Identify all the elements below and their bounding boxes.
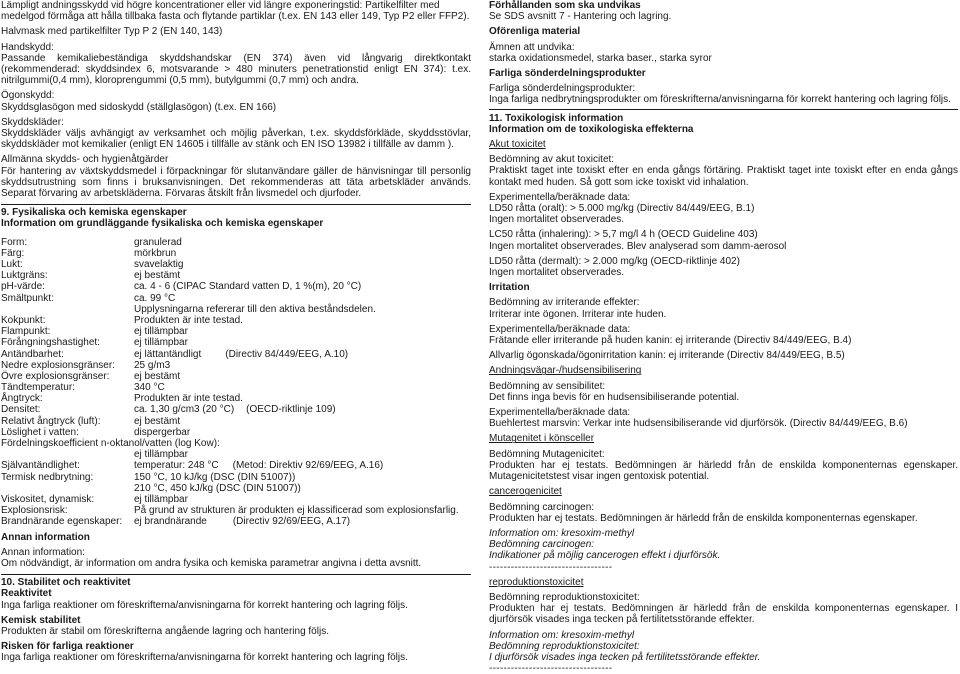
property-row: 210 °C, 450 kJ/kg (DSC (DIN 51007)) — [134, 482, 301, 494]
intro-line-1: Lämpligt andningsskydd vid högre koncentrationer eller vid längre exponeringstid: Partikelfilter med — [1, 0, 440, 11]
property-row: Relativt ångtryck (luft): ej bestämt — [1, 415, 181, 427]
property-row: Självantändlighet: temperatur: 248 °C (Metod: Direktiv 92/69/EEG, A.16) — [1, 460, 384, 472]
property-row: Kokpunkt: Produkten är inte testad. — [1, 314, 243, 326]
property-row: Förångningshastighet: ej tillämpbar — [1, 337, 188, 349]
property-row: Brandnärande egenskaper: ej brandnärande (Directiv 92/69/EEG, A.17) — [1, 516, 351, 528]
info2-line3: I djurförsök visades inga tecken på fertilitetsstörande effekter. — [489, 651, 761, 663]
info1-line2: Bedömning carcinogen: — [489, 539, 595, 551]
exp1-line2: Ingen mortalitet observerades. — [489, 214, 625, 226]
property-row: Termisk nedbrytning: 150 °C, 10 kJ/kg (DSC (DIN 51007)) — [1, 471, 296, 483]
dash-separator: ---------------------------------- — [489, 663, 613, 674]
andning-heading: Andningsvägar-/hudsensibilisering — [489, 365, 642, 377]
property-row: Lukt: svavelaktig — [1, 259, 184, 270]
irritation-label: Bedömning av irriterande effekter: — [489, 297, 640, 309]
ogonskydd-label: Ögonskydd: — [1, 90, 55, 102]
kemisk-heading: Kemisk stabilitet — [1, 614, 81, 626]
risken-heading: Risken för farliga reaktioner — [1, 641, 134, 653]
info1-line3: Indikationer på möjlig cancerogen effekt i djurförsök. — [489, 550, 721, 562]
kemisk-text: Produkten är stabil om föreskrifterna angående lagring och hantering följs. — [1, 625, 329, 637]
farliga-text: Inga farliga nedbrytningsprodukter om föreskrifterna/anvisningarna för korrekt hantering och lagring följs. — [489, 94, 951, 106]
ld50-line2: Ingen mortalitet observerades. — [489, 267, 625, 279]
section-divider — [489, 109, 958, 110]
forhallanden-text: Se SDS avsnitt 7 - Hantering och lagring. — [489, 11, 672, 23]
handskydd-label: Handskydd: — [1, 41, 54, 53]
akut-heading: Akut toxicitet — [489, 139, 546, 151]
property-row: ej tillämpbar — [134, 449, 188, 461]
property-row: pH-värde: ca. 4 - 6 (CIPAC Standard vatten D, 1 %(m), 20 °C) — [1, 281, 362, 293]
amnen-text: starka oxidationsmedel, starka baser., starka syror — [489, 52, 712, 64]
left-column — [1, 0, 471, 664]
reaktivitet-heading: Reaktivitet — [1, 588, 52, 600]
property-row: Antändbarhet: ej lättantändligt (Directiv 84/449/EEG, A.10) — [1, 348, 349, 360]
sensibilitet-text: Det finns inga bevis för en hudsensibiliserande potential. — [489, 391, 740, 403]
ld50-line1: LD50 råtta (dermalt): > 2.000 mg/kg (OECD-riktlinje 402) — [489, 255, 740, 267]
farliga-label: Farliga sönderdelningsprodukter: — [489, 83, 636, 95]
sensibilitet-label: Bedömning av sensibilitet: — [489, 380, 606, 392]
allvarlig-text: Allvarlig ögonskada/ögonirritation kanin: ej irriterande (Directiv 84/449/EEG, B.5) — [489, 350, 845, 362]
exp1-label: Experimentella/beräknade data: — [489, 191, 631, 203]
info2-label: Information om: kresoxim-methyl — [489, 629, 635, 641]
section-divider — [1, 574, 471, 575]
property-row: Fördelningskoefficient n-oktanol/vatten (log Kow): — [1, 438, 220, 449]
info2-line2: Bedömning reproduktionstoxicitet: — [489, 640, 640, 652]
irritation-heading: Irritation — [489, 282, 530, 294]
amnen-label: Ämnen att undvika: — [489, 41, 575, 53]
hygien-text: För hantering av växtskyddsmedel i förpackningar för slutanvändare gäller de hänvisningar till personlig skyddsutrustning som finns i bruksanvisningen. Det rekommenderas att täta arbetskläder används. Separat förvaring av arbetskläderna. Förvaras åtskilt från livsmedel och djurfoder. — [1, 165, 471, 200]
info1-label: Information om: kresoxim-methyl — [489, 527, 635, 539]
section-divider — [1, 204, 471, 205]
property-row: Luktgräns: ej bestämt — [1, 270, 181, 282]
lc50-line1: LC50 råtta (inhalering): > 5,7 mg/l 4 h (OECD Guideline 403) — [489, 229, 758, 241]
property-row: Färg: mörkbrun — [1, 247, 177, 259]
repro-text: Produkten har ej testats. Bedömningen är härledd från de enskilda komponenternas egenskaper. I djurförsök visades inga tecken på fertilitetsstörande effekter. — [489, 603, 958, 626]
skyddsklader-text: Skyddskläder väljs avhängigt av verksamhet och möjlig påverkan, t.ex. skyddsförkläde, skyddsstövlar, skyddskläder mot kemikalier (enligt EN 14605 i tillfälle av stänk och EN ISO 13982 i tillfälle av damm ). — [1, 128, 471, 151]
risken-text: Inga farliga reaktioner om föreskrifterna/anvisningarna för korrekt hantering och lagring följs. — [1, 652, 408, 664]
exp3-text: Buehlertest marsvin: Verkar inte hudsensibiliserande vid djurförsök. (Directiv 84/449/EEG, B.6) — [489, 418, 908, 430]
mutagenitet-label: Bedömning Mutagenicitet: — [489, 448, 605, 460]
section-10-title: 10. Stabilitet och reaktivitet — [1, 577, 131, 589]
repro-label: Bedömning reproduktionstoxicitet: — [489, 591, 640, 603]
annan-text: Om nödvändigt, är information om andra fysika och kemiska parametrar angivna i detta avsnitt. — [1, 557, 422, 569]
property-row: Smältpunkt: ca. 99 °C — [1, 292, 176, 304]
intro-line-2: medelgod förmåga att hålla tillbaka fasta och flytande partiklar (t.ex. EN 143 eller 149, Typ P2 eller FFP2). — [1, 11, 470, 23]
property-row: Viskositet, dynamisk: ej tillämpbar — [1, 493, 188, 505]
cancer-text: Produkten har ej testats. Bedömningen är härledd från de enskilda komponenternas egenskaper. — [489, 512, 918, 524]
exp2-label: Experimentella/beräknade data: — [489, 323, 631, 335]
farliga-heading: Farliga sönderdelningsprodukter — [489, 68, 646, 80]
skyddsklader-label: Skyddskläder: — [1, 116, 64, 128]
cancer-label: Bedömning carcinogen: — [489, 501, 595, 513]
section-9-subtitle: Information om grundläggande fysikaliska och kemiska egenskaper — [1, 218, 324, 230]
exp3-label: Experimentella/beräknade data: — [489, 407, 631, 419]
akut-text: Praktiskt taget inte toxiskt efter en enda gångs förtäring. Praktiskt taget inte toxiskt efter en enda gångs kontakt med huden. Så gott som icke toxiskt vid inhalation. — [489, 165, 958, 188]
property-row: Nedre explosionsgränser: 25 g/m3 — [1, 359, 171, 371]
annan-heading: Annan information — [1, 531, 90, 543]
halvmask-text: Halvmask med partikelfilter Typ P 2 (EN 140, 143) — [1, 26, 223, 38]
section-9-title: 9. Fysikaliska och kemiska egenskaper — [1, 207, 187, 219]
property-row: Ångtryck: Produkten är inte testad. — [1, 393, 243, 405]
mutagenitet-heading: Mutagenitet i könsceller — [489, 433, 595, 445]
property-row: Tändtemperatur: 340 °C — [1, 382, 165, 394]
akut-label: Bedömning av akut toxicitet: — [489, 154, 615, 166]
repro-heading: reproduktionstoxicitet — [489, 576, 584, 588]
reaktivitet-text: Inga farliga reaktioner om föreskrifterna/anvisningarna för korrekt hantering och lagring följs. — [1, 599, 408, 611]
dash-separator: ---------------------------------- — [489, 561, 613, 573]
property-row: Upplysningarna refererar till den aktiva beståndsdelen. — [134, 303, 376, 315]
property-row: Övre explosionsgränser: ej bestämt — [1, 370, 181, 382]
property-row: Löslighet i vatten: dispergerbar — [1, 426, 191, 438]
exp2-text: Frätande eller irriterande på huden kanin: ej irriterande (Directiv 84/449/EEG, B.4) — [489, 335, 852, 347]
property-row: Explosionsrisk: På grund av strukturen är produkten ej klassificerad som explosionsfarlig. — [1, 505, 459, 517]
property-row: Flampunkt: ej tillämpbar — [1, 326, 188, 338]
ofordelniga-heading: Oförenliga material — [489, 26, 581, 38]
irritation-text: Irriterar inte ögonen. Irriterar inte huden. — [489, 308, 667, 320]
ogonskydd-text: Skyddsglasögon med sidoskydd (ställglasögon) (t.ex. EN 166) — [1, 101, 277, 113]
hygien-label: Allmänna skydds- och hygienåtgärder — [1, 154, 169, 166]
handskydd-text: Passande kemikaliebeständiga skyddshandskar (EN 374) även vid långvarig direktkontakt (rekommenderad: skyddsindex 6, motsvarande > 480 minuters penetrationstid enligt EN 374): t.ex. nitrilgummi(0,4 mm), kloroprengummi (0,5 mm), butylgummi (0,7 mm) och andra. — [1, 52, 471, 87]
cancer-heading: cancerogenicitet — [489, 486, 562, 498]
section-11-subtitle: Information om de toxikologiska effekterna — [489, 123, 694, 135]
forhallanden-heading: Förhållanden som ska undvikas — [489, 0, 641, 11]
mutagenitet-text: Produkten har ej testats. Bedömningen är härledd från de enskilda komponenternas egenskaper. Mutagenicitetstest visar ingen gentoxisk potential. — [489, 459, 958, 483]
right-column — [489, 0, 958, 674]
lc50-line2: Ingen mortalitet observerades. Blev analyserad som damm-aerosol — [489, 240, 787, 252]
properties-table — [1, 237, 471, 528]
exp1-line1: LD50 råtta (oralt): > 5.000 mg/kg (Directiv 84/449/EEG, B.1) — [489, 203, 755, 215]
annan-label: Annan information: — [1, 546, 85, 558]
property-row: Densitet: ca. 1,30 g/cm3 (20 °C) (OECD-riktlinje 109) — [1, 404, 336, 416]
section-11-title: 11. Toxikologisk information — [489, 112, 624, 124]
property-row: Form: granulerad — [1, 236, 182, 248]
